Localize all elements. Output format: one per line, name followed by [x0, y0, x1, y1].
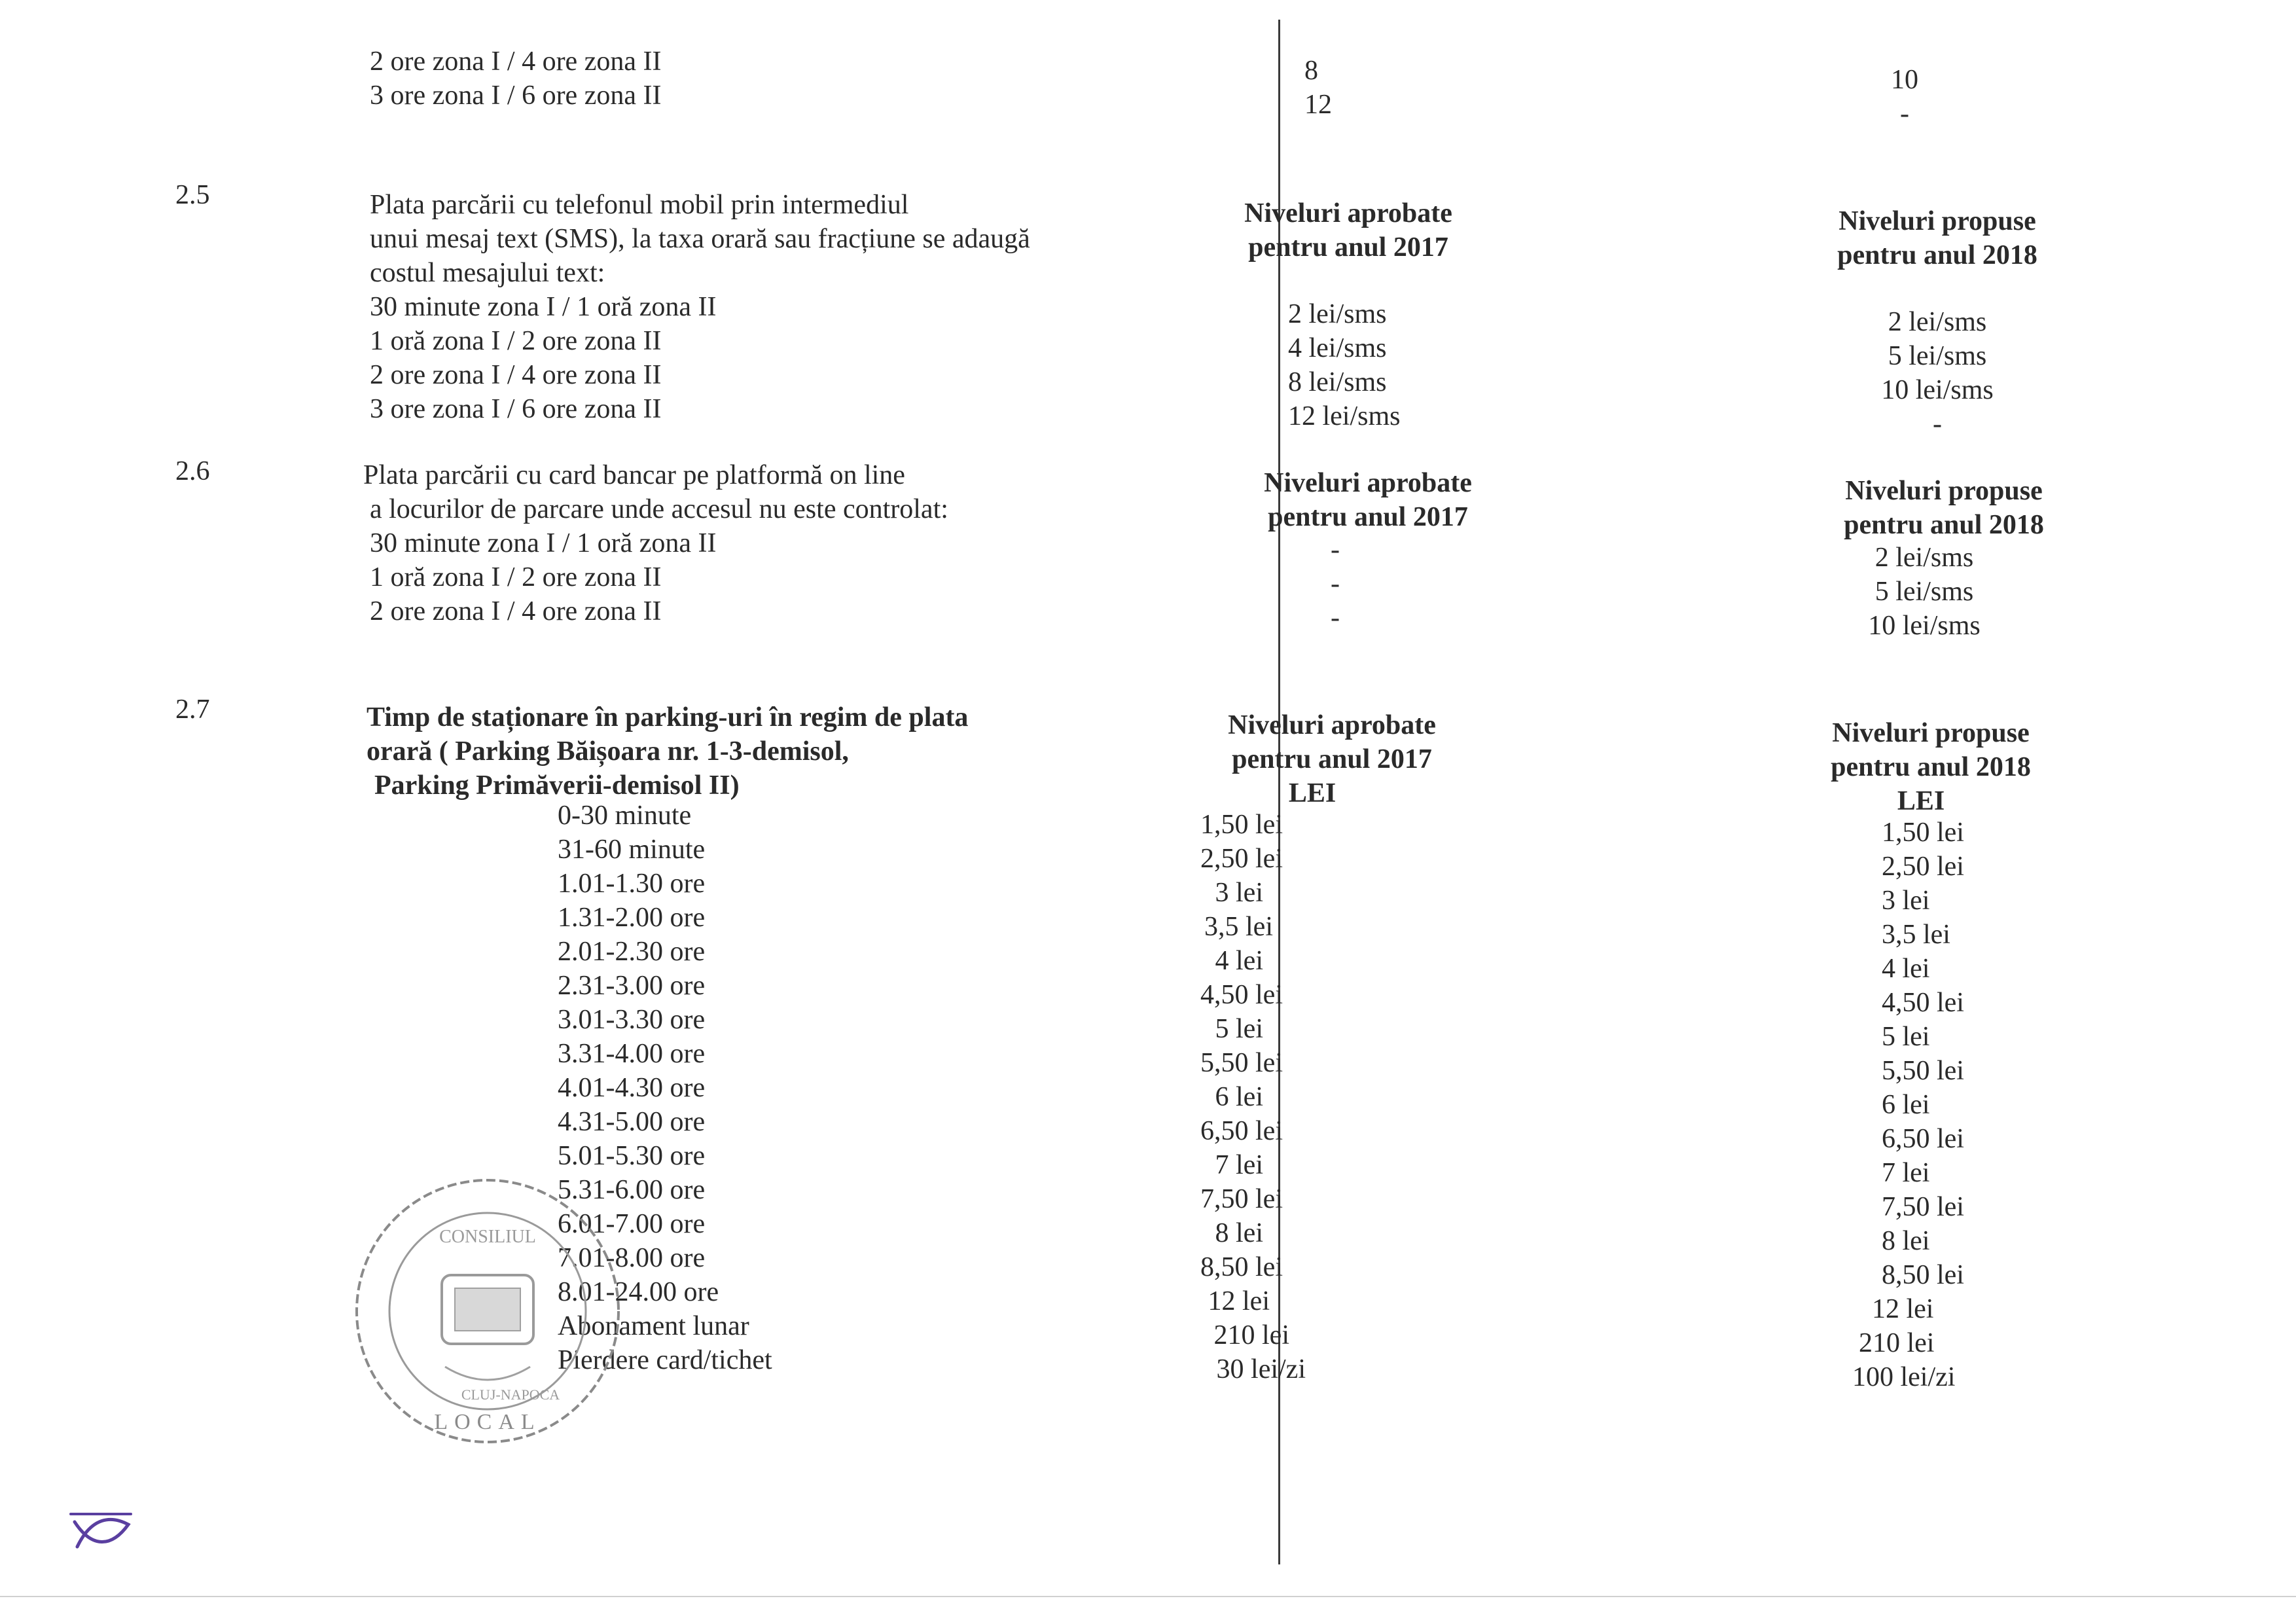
section-number-2-7: 2.7 [175, 695, 210, 725]
section-2-6-approved-header: Niveluri aprobate pentru anul 2017 [1264, 468, 1472, 532]
section-2-7-proposed-header: Niveluri propuse pentru anul 2018 LEI [1831, 718, 2031, 816]
section-number-2-5: 2.5 [175, 180, 210, 210]
section-number-2-6: 2.6 [175, 456, 210, 486]
signature-icon [65, 1509, 137, 1555]
section-2-6-proposed-header: Niveluri propuse pentru anul 2018 [1844, 476, 2044, 540]
section-2-7-approved-values: 1,50 lei 2,50 lei 3 lei 3,5 lei 4 lei 4,50 lei 5 lei 5,50 lei 6 lei 6,50 lei 7 lei 7,50 lei 8 lei 8,50 lei 12 lei 210 lei 30 lei/zi [1200, 810, 1306, 1384]
section-2-5-proposed-values: 2 lei/sms 5 lei/sms 10 lei/sms - [1881, 307, 1994, 439]
top-approved: 8 12 [1304, 56, 1332, 120]
section-2-7-approved-header: Niveluri aprobate pentru anul 2017 LEI [1228, 710, 1436, 808]
section-2-7-proposed-values: 1,50 lei 2,50 lei 3 lei 3,5 lei 4 lei 4,50 lei 5 lei 5,50 lei 6 lei 6,50 lei 7 lei 7,50 lei 8 lei 8,50 lei 12 lei 210 lei 100 lei/zi [1852, 818, 1964, 1392]
section-2-5-approved-header: Niveluri aprobate pentru anul 2017 [1244, 198, 1452, 262]
section-2-6-description: Plata parcării cu card bancar pe platformă on line a locurilor de parcare unde accesul nu este controlat: 30 minute zona I / 1 oră zona II 1 oră zona I / 2 ore zona II 2 ore zona I / 4 ore zona II [363, 460, 948, 626]
stamp-label: CLUJ-NAPOCA [461, 1386, 560, 1403]
section-2-6-proposed-values: 2 lei/sms 5 lei/sms 10 lei/sms [1868, 543, 1981, 641]
top-proposed: 10 - [1891, 65, 1918, 129]
stamp-label: LOCAL [434, 1410, 541, 1434]
section-2-6-approved-values: - - - [1331, 535, 1340, 633]
stamp-label: CONSILIUL [439, 1227, 536, 1247]
section-2-5-proposed-header: Niveluri propuse pentru anul 2018 [1837, 206, 2037, 270]
section-2-7-title: Timp de staționare în parking-uri în regim de plata orară ( Parking Băișoara nr. 1-3-demisol, Parking Primăverii-demisol II) [367, 702, 969, 801]
official-stamp-icon [347, 1170, 628, 1452]
section-2-5-approved-values: 2 lei/sms 4 lei/sms 8 lei/sms 12 lei/sms [1288, 299, 1401, 431]
page-bottom-edge [0, 1596, 2296, 1597]
section-2-5-description: Plata parcării cu telefonul mobil prin intermediul unui mesaj text (SMS), la taxa orară sau fracțiune se adaugă costul mesajului text: 30 minute zona I / 1 oră zona II 1 oră zona I / 2 ore zona II 2 ore zona I / 4 ore zona II 3 ore zona I / 6 ore zona II [370, 190, 1030, 424]
top-desc: 2 ore zona I / 4 ore zona II 3 ore zona I / 6 ore zona II [370, 46, 662, 111]
section-2-7-intervals: 0-30 minute 31-60 minute 1.01-1.30 ore 1.31-2.00 ore 2.01-2.30 ore 2.31-3.00 ore 3.01-3.30 ore 3.31-4.00 ore 4.01-4.30 ore 4.31-5.00 ore 5.01-5.30 ore 5.31-6.00 ore 6.01-7.00 ore 7.01-8.00 ore 8.01-24.00 ore Abonament lunar Pierdere card/tichet [558, 801, 772, 1375]
